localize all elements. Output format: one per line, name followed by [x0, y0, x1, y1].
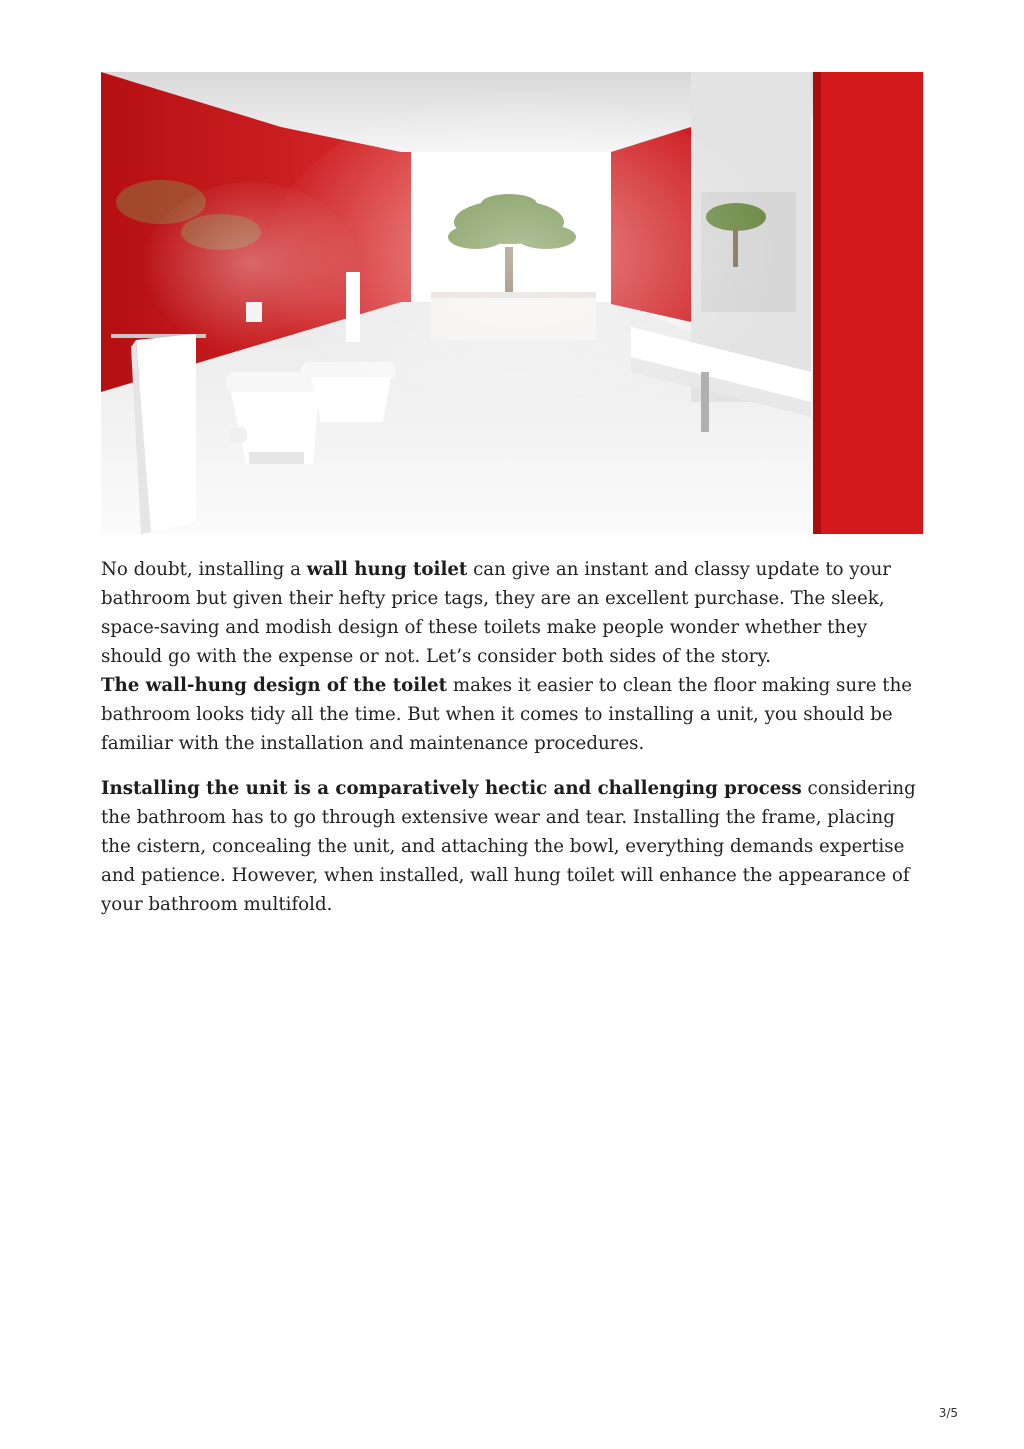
- heading-installing-unit: Installing the unit is a comparatively hectic and challenging process: [101, 778, 802, 799]
- heading-wall-hung-design: The wall-hung design of the toilet: [101, 675, 448, 696]
- right-red-column: [813, 72, 923, 534]
- page-number: 3/5: [938, 1406, 958, 1420]
- keyword-wall-hung-toilet: wall hung toilet: [306, 559, 468, 580]
- article-body: [101, 555, 927, 919]
- paragraph-installation: Installing the unit is a comparatively hectic and challenging process considering the bathroom has to go through extensive wear and tear. Installing the frame, placing the cistern, concealing the unit, and attaching the bowl, everything demands expertise and patience. However, when installed, wall hung toilet will enhance the appearance of your bathroom multifold.: [101, 778, 916, 915]
- bathroom-photo: [101, 72, 923, 534]
- paragraph-intro: No doubt, installing a wall hung toilet can give an instant and classy update to your bathroom but given their hefty price tags, they are an excellent purchase. The sleek, space-saving and modish design of these toilets make people wonder whether they should go with the expense or not. Let’s consider both sides of the story.: [101, 559, 892, 667]
- paragraph-design: The wall-hung design of the toilet makes it easier to clean the floor making sure the bathroom looks tidy all the time. But when it comes to installing a unit, you should be familiar with the installation and maintenance procedures.: [101, 675, 913, 754]
- bathroom-illustration: [101, 72, 923, 534]
